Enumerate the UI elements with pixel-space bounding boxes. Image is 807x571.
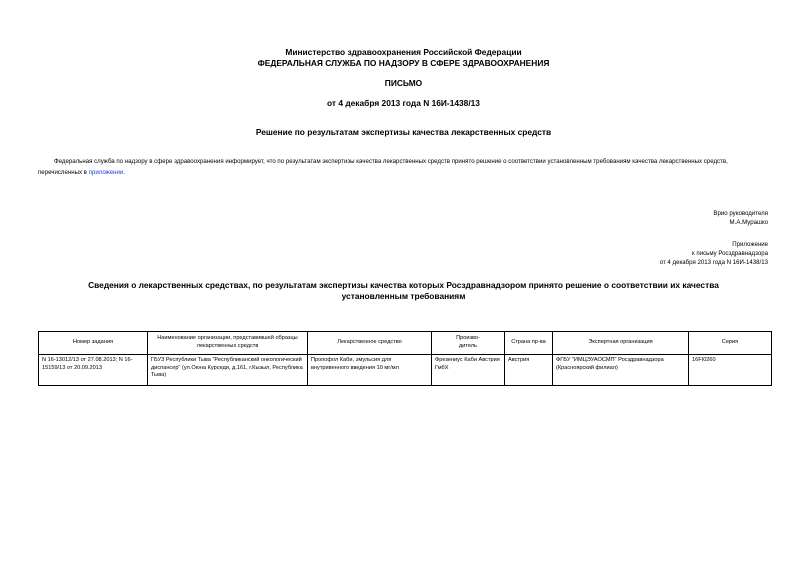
appendix-to-letter: к письму Росздравнадзора	[692, 250, 768, 257]
header-country: Страна пр-ва	[505, 332, 553, 355]
header-organization: Наименование организации, представившей образцы лекарственных средств	[148, 332, 308, 355]
header-expert-org: Экспертная организация	[553, 332, 689, 355]
cell-series: 16FI0260	[689, 355, 772, 386]
paragraph-end: .	[123, 168, 126, 176]
paragraph-text: Федеральная служба по надзору в сфере здравоохранения информирует, что по результатам экспертизы качества лекарственных средств принято решение о соответствии установленным требованиям качества лекарственных средств, перечисленных в	[38, 158, 728, 176]
header-task-number: Номер задания	[39, 332, 148, 355]
appendix-label: Приложение	[732, 241, 768, 248]
service-heading: ФЕДЕРАЛЬНАЯ СЛУЖБА ПО НАДЗОРУ В СФЕРЕ ЗДРАВООХРАНЕНИЯ	[257, 58, 550, 68]
header-series: Серия	[689, 332, 772, 355]
appendix-ref: от 4 декабря 2013 года N 16И-1438/13	[659, 259, 768, 266]
table-row	[39, 355, 772, 386]
document-type: ПИСЬМО	[384, 78, 423, 88]
header-medicine: Лекарственное средство	[308, 332, 432, 355]
appendix-link[interactable]: приложении	[88, 168, 124, 176]
cell-task-number: N 16-13012/13 от 27.08.2013; N 16-15159/13 от 20.09.2013	[39, 355, 148, 386]
signature-block	[713, 209, 768, 227]
appendix-reference	[660, 240, 768, 267]
document-subject: Решение по результатам экспертизы качества лекарственных средств	[255, 127, 552, 137]
cell-organization: ГБУЗ Республики Тыва "Республиканский онкологический диспансер" (ул.Оюна Курседи, д.161, г.Кызыл, Республика Тыва)	[148, 355, 308, 386]
header-manufacturer: Произво- дитель	[432, 332, 505, 355]
signature-name: М.А.Мурашко	[729, 219, 768, 226]
cell-manufacturer: Фрезениус Каби Австрия ГмбХ	[432, 355, 505, 386]
cell-medicine: Пропофол Каби, эмульсия для внутривенного введения 10 мг/мл	[308, 355, 432, 386]
appendix-title: Сведения о лекарственных средствах, по результатам экспертизы качества которых Росздравнадзором принято решение о соответствии их качества установленным требованиям	[88, 280, 719, 301]
cell-expert-org: ФГБУ "ИМЦЭУАОСМП" Росздравнадзора (Красноярский филиал)	[553, 355, 689, 386]
ministry-heading: Министерство здравоохранения Российской Федерации	[285, 47, 522, 57]
signature-position: Врио руководителя	[713, 210, 768, 217]
cell-country: Австрия	[505, 355, 553, 386]
medicines-table	[38, 331, 772, 386]
document-date: от 4 декабря 2013 года N 16И-1438/13	[327, 98, 480, 108]
table-header-row	[39, 332, 772, 355]
body-paragraph	[38, 157, 773, 178]
